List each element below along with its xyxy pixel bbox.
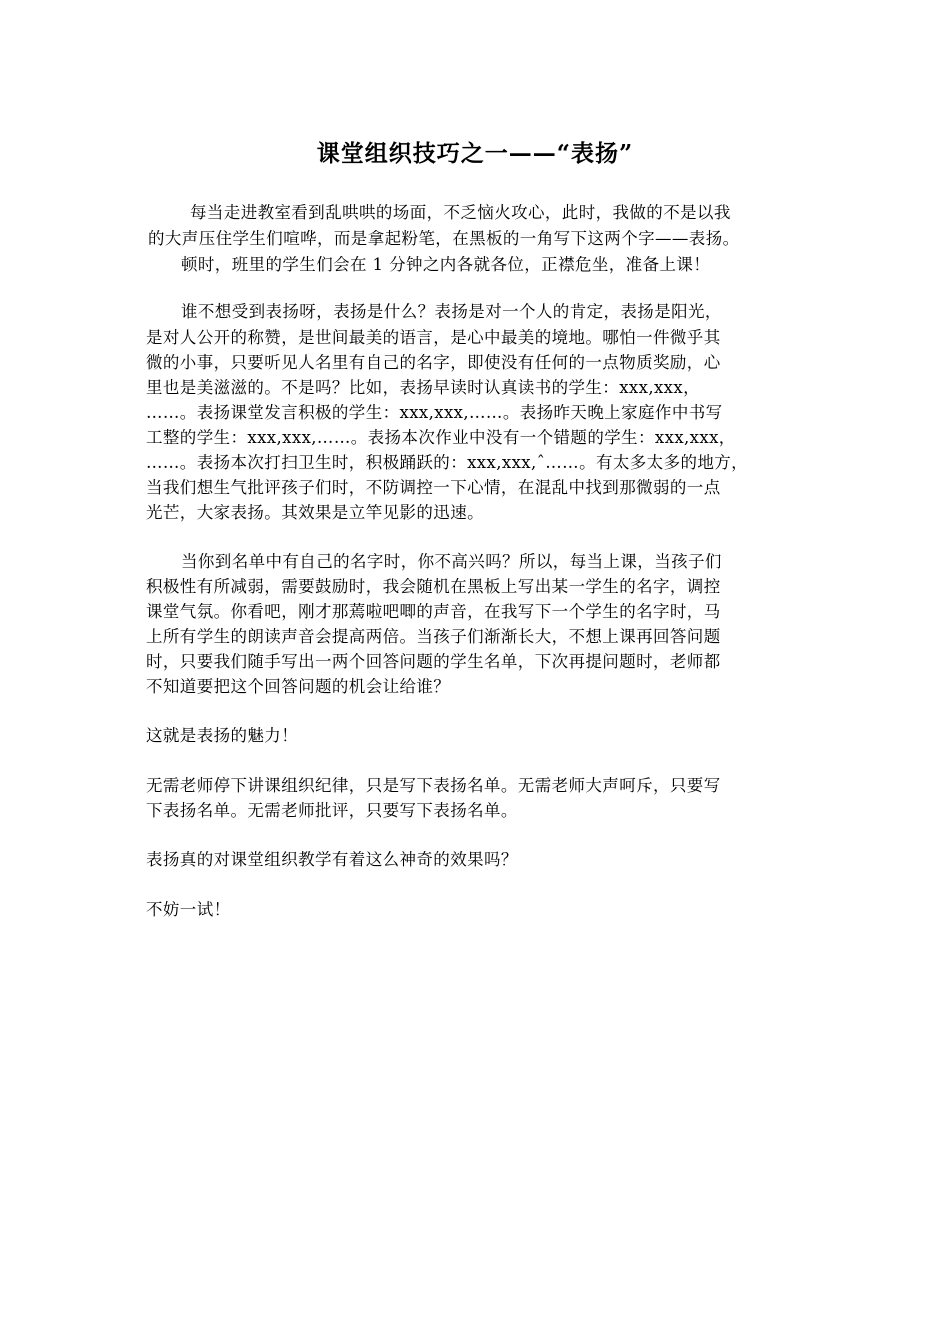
paragraph-line: 里也是美滋滋的。不是吗？比如，表扬早读时认真读书的学生：xxx,xxx， [146,378,700,397]
paragraph-line: ……。表扬本次打扫卫生时，积极踊跃的：xxx,xxx,ˆ……。有太多太多的地方， [146,453,749,472]
paragraph-line: 这就是表扬的魅力！ [146,726,299,745]
paragraph-line: 表扬真的对课堂组织教学有着这么神奇的效果吗？ [146,850,518,869]
paragraph-line: 工整的学生：xxx,xxx,……。表扬本次作业中没有一个错题的学生：xxx,xxx， [146,428,736,447]
paragraph-line: 光芒，大家表扬。其效果是立竿见影的迅速。 [146,503,484,522]
document-title: 课堂组织技巧之一——“表扬” [316,140,634,167]
paragraph-line: 的大声压住学生们喧哗，而是拿起粉笔，在黑板的一角写下这两个字——表扬。 [148,229,740,248]
paragraph-line: 顿时，班里的学生们会在 1 分钟之内各就各位，正襟危坐，准备上课！ [181,255,711,274]
paragraph-line: 无需老师停下讲课组织纪律，只是写下表扬名单。无需老师大声呵斥，只要写 [146,776,721,795]
paragraph-line: 当我们想生气批评孩子们时，不防调控一下心情，在混乱中找到那微弱的一点 [146,478,721,497]
paragraph-line: 时，只要我们随手写出一两个回答问题的学生名单，下次再提问题时，老师都 [146,652,721,671]
paragraph-line: 微的小事，只要听见人名里有自己的名字，即使没有任何的一点物质奖励，心 [146,353,721,372]
paragraph-line: 谁不想受到表扬呀，表扬是什么？表扬是对一个人的肯定，表扬是阳光， [181,302,722,321]
paragraph-line: 是对人公开的称赞，是世间最美的语言，是心中最美的境地。哪怕一件微乎其 [146,328,721,347]
paragraph-line: 每当走进教室看到乱哄哄的场面，不乏恼火攻心，此时，我做的不是以我 [190,203,731,222]
paragraph-line: 当你到名单中有自己的名字时，你不高兴吗？所以，每当上课，当孩子们 [181,552,722,571]
paragraph-line: ……。表扬课堂发言积极的学生：xxx,xxx,……。表扬昨天晚上家庭作中书写 [146,403,723,422]
paragraph-line: 课堂气氛。你看吧，刚才那蔫啦吧唧的声音，在我写下一个学生的名字时，马 [146,602,721,621]
paragraph-line: 不妨一试！ [146,900,231,919]
paragraph-line: 不知道要把这个回答问题的机会让给谁？ [146,677,451,696]
paragraph-line: 上所有学生的朗读声音会提高两倍。当孩子们渐渐长大，不想上课再回答问题 [146,627,721,646]
paragraph-line: 积极性有所减弱，需要鼓励时，我会随机在黑板上写出某一学生的名字，调控 [146,577,721,596]
paragraph-line: 下表扬名单。无需老师批评，只要写下表扬名单。 [146,801,518,820]
